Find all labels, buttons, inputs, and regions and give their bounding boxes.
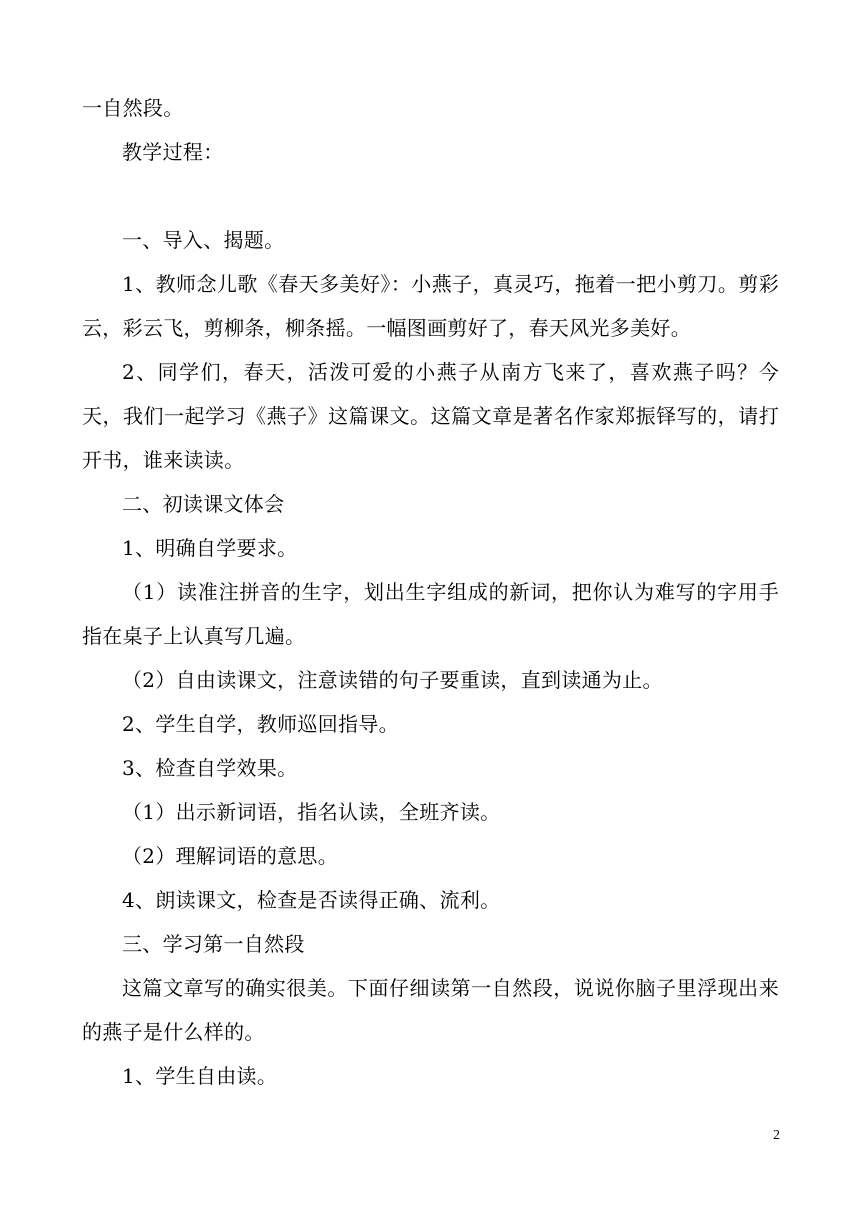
paragraph: （1）出示新词语，指名认读，全班齐读。 [122,800,501,824]
section-heading-teaching-process: 教学过程： [122,140,224,164]
paragraph: 2、学生自学，教师巡回指导。 [122,712,399,736]
paragraph: 这篇文章写的确实很美。下面仔细读第一自然段，说说你脑子里浮现出来的燕子是什么样的。 [82,976,779,1044]
paragraph: （1）读准注拼音的生字，划出生字组成的新词，把你认为难写的字用手指在桌子上认真写几遍。 [82,580,779,648]
section-heading: 二、初读课文体会 [122,492,285,516]
paragraph: 1、学生自由读。 [122,1064,278,1088]
paragraph: （2）自由读课文，注意读错的句子要重读，直到读通为止。 [122,668,663,692]
paragraph: 4、朗读课文，检查是否读得正确、流利。 [122,888,501,912]
paragraph: （2）理解词语的意思。 [122,844,339,868]
section-heading: 一、导入、揭题。 [122,228,285,252]
section-heading: 三、学习第一自然段 [122,932,305,956]
document-body [82,86,779,1098]
page-number: 2 [773,1128,780,1143]
paragraph: 2、同学们，春天，活泼可爱的小燕子从南方飞来了，喜欢燕子吗？今天，我们一起学习《燕子》这篇课文。这篇文章是著名作家郑振铎写的，请打开书，谁来读读。 [82,360,779,472]
blank-line [82,174,779,218]
paragraph: 1、明确自学要求。 [122,536,298,560]
paragraph: 1、教师念儿歌《春天多美好》：小燕子，真灵巧，拖着一把小剪刀。剪彩云，彩云飞，剪柳条，柳条摇。一幅图画剪好了，春天风光多美好。 [82,272,779,340]
paragraph: 3、检查自学效果。 [122,756,298,780]
paragraph: 一自然段。 [82,96,184,120]
